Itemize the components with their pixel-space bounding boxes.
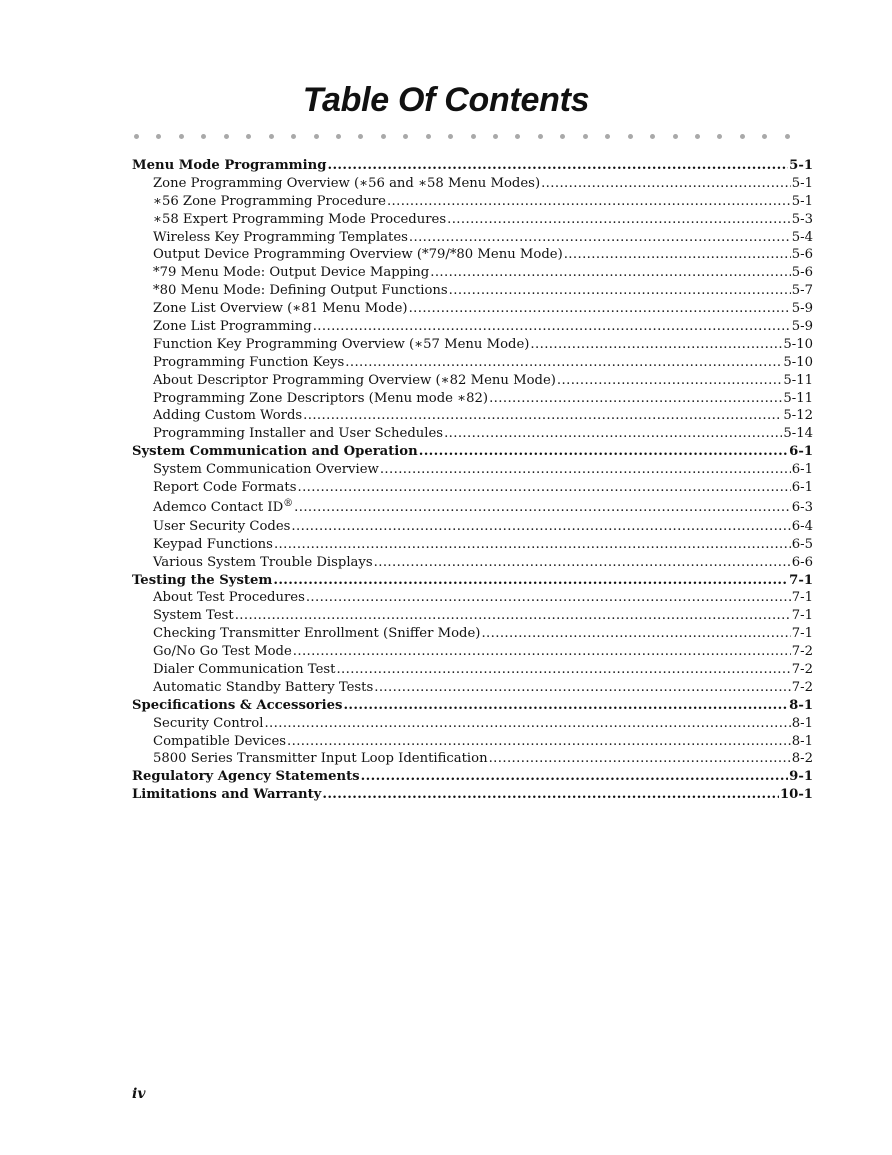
divider-dot: [695, 134, 700, 139]
toc-entry-label-text: Zone List Overview (∗81 Menu Mode): [153, 301, 408, 317]
toc-entry-label-text: Programming Zone Descriptors (Menu mode ∗82): [153, 390, 489, 406]
toc-entry-label: [153, 300, 408, 318]
toc-entry-label-text: Output Device Programming Overview (*79/*80 Menu Mode): [153, 247, 563, 263]
toc-subsection-entry[interactable]: [132, 607, 813, 625]
toc-entry-label: [153, 554, 373, 572]
toc-entry-page: 6-1: [791, 462, 813, 478]
dot-leader: [557, 372, 782, 390]
toc-subsection-entry[interactable]: [132, 625, 813, 643]
registered-mark: ®: [283, 497, 294, 509]
divider-dot: [740, 134, 745, 139]
toc-entry-page: 8-1: [791, 715, 813, 731]
toc-entry-label: [153, 661, 335, 679]
divider-dot: [650, 134, 655, 139]
toc-entry-page: 7-1: [791, 590, 813, 606]
toc-entry-label-text: Report Code Formats: [153, 480, 297, 496]
toc-section-entry[interactable]: [132, 157, 813, 175]
divider-dot: [785, 134, 790, 139]
toc-entry-page: 5-14: [783, 426, 813, 442]
divider-dot: [515, 134, 520, 139]
toc-entry-page: 6-5: [791, 536, 813, 552]
divider-dot: [583, 134, 588, 139]
toc-entry-label-text: Various System Trouble Displays: [153, 554, 373, 570]
toc-entry-page: 6-4: [791, 518, 813, 534]
toc-entry-label-text: Dialer Communication Test: [153, 662, 336, 678]
toc-entry-label-text: Keypad Functions: [153, 536, 273, 552]
toc-entry-label: [153, 390, 488, 408]
dot-leader: [530, 336, 782, 354]
toc-entry-page: 6-6: [791, 554, 813, 570]
toc-entry-page: 5-7: [791, 283, 813, 299]
toc-subsection-entry[interactable]: [132, 193, 813, 211]
toc-entry-label-text: About Descriptor Programming Overview (∗82 Menu Mode): [153, 372, 556, 388]
toc-subsection-entry[interactable]: [132, 211, 813, 229]
dot-leader: [274, 536, 791, 554]
toc-entry-label: [153, 246, 563, 264]
toc-entry-page: 5-10: [783, 336, 813, 352]
toc-entry-label-text: Automatic Standby Battery Tests: [153, 679, 374, 695]
dot-leader: [291, 518, 790, 536]
dot-leader: [481, 625, 790, 643]
toc-entry-label-text: *79 Menu Mode: Output Device Mapping: [153, 265, 430, 281]
toc-entry-page: 6-1: [789, 444, 813, 460]
toc-entry-label-text: Menu Mode Programming: [132, 157, 327, 173]
toc-entry-label-text: Go/No Go Test Mode: [153, 644, 292, 660]
toc-section-entry[interactable]: [132, 697, 813, 715]
toc-entry-label: [153, 643, 292, 661]
divider-dot: [426, 134, 431, 139]
page-number: iv: [132, 1086, 146, 1102]
toc-entry-label-text: Regulatory Agency Statements: [132, 769, 360, 785]
dot-leader: [294, 497, 791, 518]
dot-leader: [419, 443, 788, 461]
toc-entry-label-text: About Test Procedures: [153, 590, 305, 606]
toc-entry-label: [153, 425, 443, 443]
toc-subsection-entry[interactable]: [132, 229, 813, 247]
toc-entry-page: 5-3: [791, 211, 813, 227]
dot-leader: [409, 229, 791, 247]
toc-subsection-entry[interactable]: [132, 336, 813, 354]
dot-leader: [361, 768, 789, 786]
toc-entry-page: 5-1: [791, 193, 813, 209]
toc-entry-label: [153, 497, 293, 518]
toc-entry-label: [153, 229, 408, 247]
toc-entry-page: 5-9: [791, 319, 813, 334]
toc-entry-page: 6-3: [791, 499, 813, 515]
toc-entry-label-text: Programming Function Keys: [153, 354, 345, 370]
dot-leader: [235, 607, 791, 625]
toc-entry-page: 7-2: [791, 644, 813, 660]
toc-entry-label: [153, 407, 302, 425]
divider-dot: [246, 134, 251, 139]
toc-subsection-entry[interactable]: [132, 733, 813, 751]
divider-dot: [493, 134, 498, 139]
dot-leader: [273, 572, 788, 590]
toc-entry-label-text: System Communication Overview: [153, 462, 379, 478]
toc-entry-page: 7-1: [791, 626, 813, 642]
dot-leader: [297, 479, 790, 497]
dot-leader: [444, 425, 782, 443]
dot-leader: [313, 318, 791, 336]
toc-entry-label: [153, 354, 344, 372]
toc-subsection-entry[interactable]: [132, 264, 813, 282]
toc-entry-label: [153, 336, 529, 354]
toc-entry-label: [153, 318, 312, 336]
divider-dot: [358, 134, 363, 139]
toc-entry-label: [153, 193, 386, 211]
toc-section-entry[interactable]: [132, 572, 813, 590]
toc-entry-page: 5-11: [783, 390, 813, 406]
page-title: Table Of Contents: [302, 81, 590, 119]
toc-subsection-entry[interactable]: [132, 390, 813, 408]
toc-section-entry[interactable]: [132, 786, 813, 804]
dot-leader: [374, 554, 791, 572]
toc-entry-label-text: Zone List Programming: [153, 319, 312, 334]
toc-entry-label: [132, 443, 418, 461]
toc-subsection-entry[interactable]: [132, 407, 813, 425]
toc-section-entry[interactable]: [132, 443, 813, 461]
divider-dot: [605, 134, 610, 139]
toc-entry-page: 9-1: [789, 769, 813, 785]
toc-entry-page: 7-2: [791, 679, 813, 695]
toc-entry-page: 5-6: [791, 265, 813, 281]
table-of-contents: [132, 157, 813, 804]
dot-leader: [449, 282, 791, 300]
toc-entry-label: [132, 572, 272, 590]
toc-entry-label: [153, 679, 373, 697]
divider-dot: [269, 134, 274, 139]
dot-leader: [489, 750, 791, 768]
toc-entry-page: 6-1: [791, 480, 813, 496]
toc-entry-label: [153, 518, 290, 536]
toc-entry-label-text: Specifications & Accessories: [132, 697, 343, 713]
toc-entry-label-text: Zone Programming Overview (∗56 and ∗58 Menu Modes): [153, 175, 541, 191]
toc-entry-page: 5-10: [783, 354, 813, 370]
toc-subsection-entry[interactable]: [132, 497, 813, 518]
divider-dot: [291, 134, 296, 139]
divider-dot: [538, 134, 543, 139]
toc-entry-label-text: Wireless Key Programming Templates: [153, 229, 408, 245]
toc-entry-label-text: System Test: [153, 608, 234, 624]
toc-subsection-entry[interactable]: [132, 589, 813, 607]
dot-leader: [306, 589, 791, 607]
toc-entry-label: [153, 264, 429, 282]
dot-leader: [336, 661, 790, 679]
toc-entry-page: 5-12: [783, 408, 813, 424]
toc-entry-label: [132, 768, 360, 786]
divider-dot: [471, 134, 476, 139]
divider-dot: [224, 134, 229, 139]
toc-entry-label-text: Testing the System: [132, 572, 273, 588]
dot-leader: [345, 354, 782, 372]
divider-dot: [673, 134, 678, 139]
toc-entry-page: 8-1: [791, 733, 813, 749]
toc-subsection-entry[interactable]: [132, 661, 813, 679]
toc-entry-label: [153, 479, 296, 497]
toc-entry-label: [153, 715, 263, 733]
toc-entry-page: 5-4: [791, 229, 813, 245]
toc-entry-page: 7-2: [791, 662, 813, 678]
toc-entry-label-text: Function Key Programming Overview (∗57 Menu Mode): [153, 336, 530, 352]
toc-entry-label: [132, 157, 326, 175]
toc-entry-page: 8-1: [789, 697, 813, 713]
toc-entry-label-text: ∗58 Expert Programming Mode Procedures: [153, 211, 447, 227]
toc-entry-label-text: Adding Custom Words: [153, 408, 303, 424]
toc-entry-page: 5-1: [789, 157, 813, 173]
toc-entry-label: [153, 625, 480, 643]
toc-entry-label: [153, 461, 379, 479]
toc-entry-label-text: Ademco Contact ID: [153, 499, 284, 515]
dot-leader: [387, 193, 791, 211]
toc-subsection-entry[interactable]: [132, 425, 813, 443]
toc-entry-label-text: 5800 Series Transmitter Input Loop Identification: [153, 751, 488, 767]
toc-entry-label-text: Programming Installer and User Schedules: [153, 426, 444, 442]
toc-subsection-entry[interactable]: [132, 479, 813, 497]
toc-subsection-entry[interactable]: [132, 751, 813, 769]
toc-entry-page: 5-6: [791, 247, 813, 263]
dot-leader: [489, 390, 782, 408]
toc-entry-label-text: Security Control: [153, 715, 264, 731]
dot-leader: [430, 264, 791, 282]
toc-entry-label-text: *80 Menu Mode: Defining Output Functions: [153, 283, 448, 299]
toc-subsection-entry[interactable]: [132, 175, 813, 193]
toc-entry-label: [153, 282, 448, 300]
toc-section-entry[interactable]: [132, 768, 813, 786]
divider-dot: [134, 134, 139, 139]
dot-leader: [264, 715, 790, 733]
divider-dot: [448, 134, 453, 139]
dot-leader: [287, 733, 791, 751]
toc-entry-label-text: Compatible Devices: [153, 733, 287, 749]
divider-dot: [156, 134, 161, 139]
dot-leader: [447, 211, 791, 229]
divider-dot: [560, 134, 565, 139]
toc-subsection-entry[interactable]: [132, 246, 813, 264]
dot-leader: [327, 157, 788, 175]
toc-entry-page: 7-1: [791, 608, 813, 624]
dot-leader: [409, 300, 791, 318]
toc-subsection-entry[interactable]: [132, 643, 813, 661]
toc-entry-label-text: Checking Transmitter Enrollment (Sniffer Mode): [153, 626, 481, 642]
divider-dot: [381, 134, 386, 139]
toc-entry-label: [132, 786, 321, 804]
toc-subsection-entry[interactable]: [132, 679, 813, 697]
toc-entry-page: 5-11: [783, 372, 813, 388]
divider-dot: [336, 134, 341, 139]
toc-entry-label: [132, 697, 342, 715]
divider-dot: [762, 134, 767, 139]
toc-subsection-entry[interactable]: [132, 282, 813, 300]
dot-leader: [374, 679, 791, 697]
toc-entry-page: 10-1: [779, 787, 813, 803]
toc-entry-label: [153, 211, 446, 229]
divider-dot: [717, 134, 722, 139]
toc-subsection-entry[interactable]: [132, 354, 813, 372]
toc-entry-label-text: System Communication and Operation: [132, 444, 418, 460]
toc-subsection-entry[interactable]: [132, 372, 813, 390]
divider-dot: [201, 134, 206, 139]
toc-entry-label-text: User Security Codes: [153, 518, 291, 534]
toc-entry-page: 5-9: [791, 301, 813, 317]
toc-entry-label: [153, 589, 305, 607]
dot-leader: [541, 175, 791, 193]
toc-entry-label: [153, 536, 273, 554]
toc-entry-label-text: Limitations and Warranty: [132, 787, 322, 803]
toc-entry-label: [153, 750, 488, 768]
toc-entry-page: 8-2: [791, 751, 813, 767]
toc-subsection-entry[interactable]: [132, 318, 813, 336]
dotted-divider: [134, 133, 790, 139]
toc-subsection-entry[interactable]: [132, 554, 813, 572]
toc-subsection-entry[interactable]: [132, 518, 813, 536]
toc-subsection-entry[interactable]: [132, 461, 813, 479]
dot-leader: [303, 407, 782, 425]
toc-subsection-entry[interactable]: [132, 300, 813, 318]
dot-leader: [322, 786, 779, 804]
toc-entry-page: 7-1: [789, 572, 813, 588]
divider-dot: [314, 134, 319, 139]
toc-entry-label: [153, 607, 234, 625]
toc-subsection-entry[interactable]: [132, 536, 813, 554]
divider-dot: [403, 134, 408, 139]
dot-leader: [293, 643, 791, 661]
dot-leader: [380, 461, 791, 479]
divider-dot: [628, 134, 633, 139]
dot-leader: [343, 697, 788, 715]
toc-entry-label: [153, 372, 556, 390]
dot-leader: [564, 246, 791, 264]
toc-entry-page: 5-1: [791, 175, 813, 191]
toc-entry-label: [153, 175, 540, 193]
toc-entry-label: [153, 733, 286, 751]
divider-dot: [179, 134, 184, 139]
toc-entry-label-text: ∗56 Zone Programming Procedure: [153, 193, 386, 209]
toc-subsection-entry[interactable]: [132, 715, 813, 733]
